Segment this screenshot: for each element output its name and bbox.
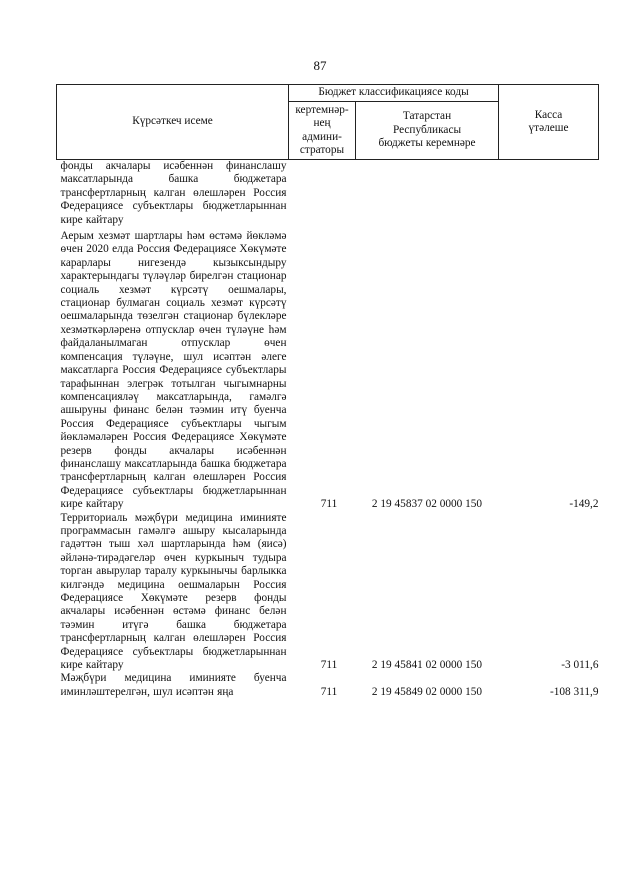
table-header [57,85,599,160]
row-name: Мәҗбүри медицина иминияте буенча иминләштерелгән, шул исәптән яңа [60,672,287,698]
table-row [57,160,599,228]
column-header-name: Күрсәткеч исеме [57,85,289,160]
row-amount: -3 011,6 [561,659,599,672]
row-admin-code: 711 [320,659,338,672]
row-amount: -149,2 [569,498,599,511]
row-admin-code [289,160,356,228]
row-admin-code: 711 [320,685,338,698]
column-header-kassa: Касса үтәлеше [499,85,599,160]
column-header-admin: кертемнәр- нең админи- страторы [289,102,356,160]
column-group-budget-code: Бюджет классификациясе коды [289,85,499,102]
row-budget-code [356,160,499,228]
table-row [57,512,599,673]
row-name: Территориаль мәҗбүри медицина иминияте программасын гамәлгә ашыру кысаларында гадәттән тыш хәл шартларында һәм (яисә) әйләнә-тирәдәгеләр өчен куркыныч тудыра торган авырулар таралу куркынычы барлыкка килгәндә медицина оешмаларын Россия Федерациясе Хөкүмәте резерв фонды акчалары исәбеннән өстәмә финанс белән тәэмин итүгә башка бюджетара трансфертларның калган өлешләрен Россия Федерациясе субъектлары бюджетларыннан кире кайтару [60,511,287,672]
budget-table [56,84,599,699]
row-amount: -108 311,9 [549,685,599,698]
row-amount [499,160,599,228]
row-name: Аерым хезмәт шартлары һәм өстәмә йөкләмә өчен 2020 елда Россия Федерациясе Хөкүмәте карарлары нигезендә кызыксындыру характерындагы түләүләр бирелгән стационар социаль хезмәт күрсәтү оешмалары, стационар булмаган социаль хезмәт күрсәтү оешмаларында төзелгән стационар бүлекләре хезмәткәрләренә отпусклар өчен түләүне һәм файдаланылмаган отпусклар өчен компенсация түләүне, шул исәптән әлеге максатларга Россия Федерациясе субъектлары тарафыннан элегрәк тотылган чыгымнарны компенсацияләү максатларында, гамәлгә ашыруны финанс белән тәэмин итү буенча Россия Федерациясе субъектлары чыгым йөкләмәләрен Россия Федерациясе Хөкүмәте резерв фонды акчалары исәбеннән финанслашу максатларында башка бюджетара трансфертларның калган өлешләрен Россия Федерациясе субъектлары бюджетларыннан кире кайтару [60,230,287,511]
row-budget-code: 2 19 45837 02 0000 150 [371,498,483,511]
table-row [57,672,599,699]
column-header-tatarstan: Татарстан Республикасы бюджеты керемнәре [356,102,499,160]
row-budget-code: 2 19 45841 02 0000 150 [371,659,483,672]
row-admin-code: 711 [320,498,338,511]
table-row [57,230,599,512]
row-budget-code: 2 19 45849 02 0000 150 [371,685,483,698]
page-number: 87 [313,58,327,73]
row-name: фонды акчалары исәбеннән финанслашу максатларында башка бюджетара трансфертларның калган өлешләрен Россия Федерациясе субъектлары бюджетларыннан кире кайтару [60,160,287,226]
